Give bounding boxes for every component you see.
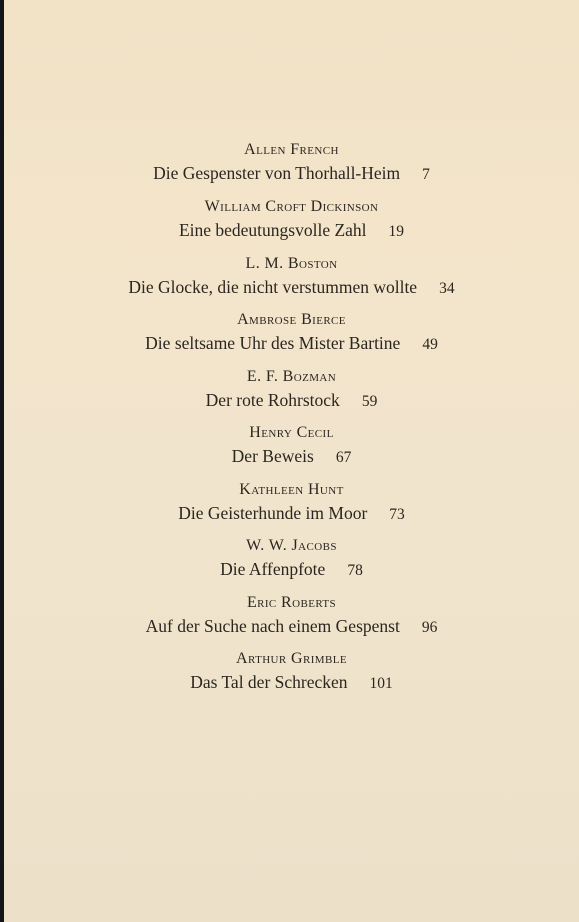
toc-page-number: 59 [361, 393, 378, 410]
toc-title: Die Glocke, die nicht verstummen wollte [128, 277, 418, 297]
toc-page-number: 34 [439, 280, 455, 297]
toc-author: Allen French [244, 141, 339, 158]
toc-title-line [4, 162, 579, 186]
toc-title: Das Tal der Schrecken [190, 672, 348, 692]
book-page [4, 0, 579, 922]
toc-author: Arthur Grimble [236, 650, 347, 667]
toc-page-number: 78 [347, 562, 363, 579]
toc-title-line [4, 332, 579, 356]
toc-author: Kathleen Hunt [239, 481, 344, 498]
toc-title: Der Beweis [231, 446, 314, 466]
toc-page-number: 73 [389, 506, 405, 523]
toc-author: L. M. Boston [245, 255, 338, 272]
toc-title-line [4, 615, 579, 639]
toc-title: Die Geisterhunde im Moor [178, 503, 368, 523]
toc-title: Auf der Suche nach einem Gespenst [145, 616, 400, 636]
toc-author: Eric Roberts [246, 594, 337, 611]
toc-author: Ambrose Bierce [237, 311, 346, 328]
toc-title-line [4, 219, 579, 243]
toc-title-line [4, 445, 579, 469]
toc-author: Henry Cecil [249, 424, 334, 441]
toc-title: Die seltsame Uhr des Mister Bartine [145, 333, 401, 353]
toc-author: E. F. Bozman [246, 368, 337, 385]
toc-title: Die Affenpfote [220, 559, 326, 579]
toc-page-number: 19 [388, 223, 405, 240]
toc-page-number: 96 [421, 619, 438, 636]
toc-title: Eine bedeutungsvolle Zahl [178, 220, 367, 240]
toc-title-line [4, 389, 579, 413]
toc-page-number: 101 [369, 675, 393, 692]
toc-title-line [4, 558, 579, 582]
toc-author: W. W. Jacobs [246, 537, 337, 554]
toc-page-number: 7 [422, 166, 430, 183]
toc-title: Die Gespenster von Thorhall-Heim [153, 163, 401, 183]
toc-author: William Croft Dickinson [204, 198, 379, 215]
toc-title-line [4, 671, 579, 695]
toc-title-line [4, 502, 579, 526]
toc-page-number: 49 [422, 336, 438, 353]
toc-title: Der rote Rohrstock [205, 390, 340, 410]
toc-page-number: 67 [335, 449, 352, 466]
toc-title-line [4, 276, 579, 300]
